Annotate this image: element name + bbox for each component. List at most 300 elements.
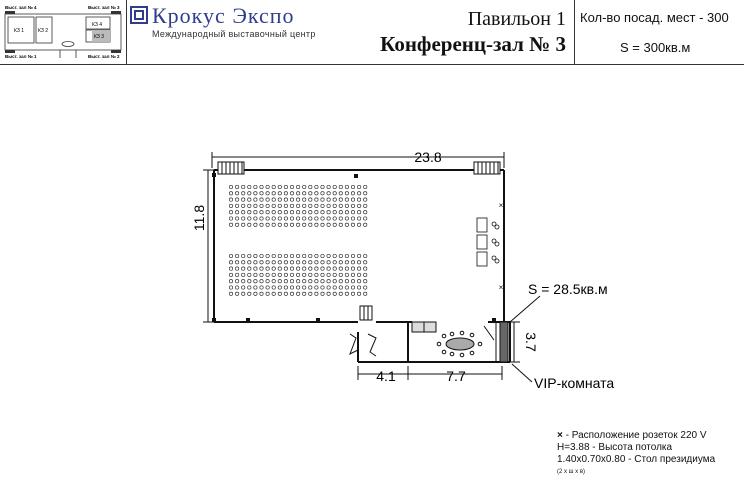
seat xyxy=(278,292,281,295)
seat xyxy=(260,192,263,195)
seat xyxy=(248,192,251,195)
seat xyxy=(235,198,238,201)
seat xyxy=(235,286,238,289)
seat xyxy=(248,223,251,226)
seat xyxy=(327,273,330,276)
seat xyxy=(284,185,287,188)
seat xyxy=(364,261,367,264)
seat xyxy=(229,204,232,207)
seat xyxy=(303,261,306,264)
seat xyxy=(284,267,287,270)
vip-area-leader xyxy=(510,296,540,322)
seat xyxy=(260,223,263,226)
seat xyxy=(278,286,281,289)
presidium-tables xyxy=(477,218,499,266)
legend-table: 1.40x0.70x0.80 - Стол президиума xyxy=(557,454,716,465)
seat xyxy=(364,223,367,226)
dim-left-label: 4.1 xyxy=(376,368,396,384)
seat xyxy=(321,192,324,195)
seat xyxy=(242,204,245,207)
seat xyxy=(272,185,275,188)
seat xyxy=(248,185,251,188)
seat xyxy=(290,286,293,289)
seat xyxy=(327,286,330,289)
seat xyxy=(242,292,245,295)
seat xyxy=(303,286,306,289)
seat xyxy=(309,273,312,276)
seat xyxy=(296,223,299,226)
seat xyxy=(278,280,281,283)
seat xyxy=(229,217,232,220)
seat xyxy=(357,198,360,201)
seat xyxy=(309,286,312,289)
seat xyxy=(260,217,263,220)
seat xyxy=(339,292,342,295)
seat xyxy=(327,292,330,295)
seat-count: Кол-во посад. мест - 300 xyxy=(580,10,729,25)
seat xyxy=(284,198,287,201)
seat xyxy=(296,273,299,276)
seat xyxy=(278,267,281,270)
svg-text:×: × xyxy=(498,283,504,292)
radiator-right xyxy=(474,162,500,174)
seat xyxy=(339,198,342,201)
seat xyxy=(290,192,293,195)
seat xyxy=(345,292,348,295)
seat xyxy=(272,292,275,295)
dim-right-label: 7.7 xyxy=(446,368,466,384)
vip-height-label: 3.7 xyxy=(523,332,539,352)
vip-room xyxy=(412,322,508,362)
seat xyxy=(290,273,293,276)
seat xyxy=(309,198,312,201)
seat xyxy=(229,286,232,289)
seat xyxy=(345,261,348,264)
seat xyxy=(309,192,312,195)
seat xyxy=(364,292,367,295)
seat xyxy=(260,204,263,207)
outlet-icon: × xyxy=(557,430,563,441)
seat xyxy=(327,211,330,214)
seat xyxy=(345,204,348,207)
seat xyxy=(229,273,232,276)
seat xyxy=(309,254,312,257)
seat xyxy=(235,217,238,220)
seat xyxy=(321,286,324,289)
header-bar xyxy=(0,0,744,65)
legend-ceiling: H=3.88 - Высота потолка xyxy=(557,442,673,453)
seat xyxy=(333,273,336,276)
seat xyxy=(296,292,299,295)
seat xyxy=(235,223,238,226)
seat xyxy=(248,204,251,207)
seat xyxy=(315,286,318,289)
seat xyxy=(229,254,232,257)
seat xyxy=(345,273,348,276)
seat xyxy=(254,185,257,188)
seat xyxy=(357,204,360,207)
seat xyxy=(321,292,324,295)
seat xyxy=(333,292,336,295)
seat xyxy=(357,261,360,264)
seat xyxy=(339,192,342,195)
seat xyxy=(357,217,360,220)
entrance-door xyxy=(350,306,376,356)
seat xyxy=(229,261,232,264)
seat xyxy=(327,267,330,270)
seat xyxy=(278,273,281,276)
seat xyxy=(364,273,367,276)
seat xyxy=(278,192,281,195)
seat xyxy=(339,273,342,276)
seat xyxy=(260,185,263,188)
seat xyxy=(229,223,232,226)
seat xyxy=(309,292,312,295)
seat xyxy=(254,211,257,214)
seat xyxy=(351,280,354,283)
seat xyxy=(351,254,354,257)
seat xyxy=(303,254,306,257)
seat xyxy=(266,198,269,201)
total-area: S = 300кв.м xyxy=(620,40,691,55)
seat xyxy=(339,211,342,214)
seat xyxy=(327,192,330,195)
minimap-kz3: КЗ 3 xyxy=(94,34,105,40)
seat xyxy=(303,280,306,283)
seat xyxy=(248,254,251,257)
seat xyxy=(327,217,330,220)
seat xyxy=(248,292,251,295)
seat xyxy=(242,273,245,276)
seat xyxy=(345,280,348,283)
seat xyxy=(364,280,367,283)
minimap-kz2: КЗ 2 xyxy=(38,28,49,34)
seat xyxy=(278,185,281,188)
seat xyxy=(266,292,269,295)
seat xyxy=(290,261,293,264)
seat xyxy=(333,254,336,257)
seat xyxy=(272,211,275,214)
brand-logo xyxy=(130,3,330,43)
seat xyxy=(357,292,360,295)
seat xyxy=(229,280,232,283)
seat xyxy=(290,211,293,214)
seat xyxy=(345,267,348,270)
seat xyxy=(303,192,306,195)
seat xyxy=(260,292,263,295)
seat xyxy=(345,192,348,195)
seat xyxy=(339,254,342,257)
seat xyxy=(254,261,257,264)
seat xyxy=(248,280,251,283)
seat xyxy=(278,254,281,257)
seat xyxy=(339,223,342,226)
seat xyxy=(309,185,312,188)
seat xyxy=(315,280,318,283)
seat xyxy=(357,185,360,188)
seat xyxy=(242,185,245,188)
seat xyxy=(327,280,330,283)
seat xyxy=(315,204,318,207)
seat xyxy=(303,273,306,276)
seat xyxy=(296,261,299,264)
seat xyxy=(303,185,306,188)
seat xyxy=(351,198,354,201)
seat xyxy=(272,261,275,264)
seat xyxy=(266,185,269,188)
seat xyxy=(339,185,342,188)
seat xyxy=(339,286,342,289)
seat xyxy=(235,280,238,283)
header-divider-right xyxy=(574,0,575,64)
seat xyxy=(272,280,275,283)
seat xyxy=(266,286,269,289)
seat xyxy=(315,267,318,270)
seat xyxy=(351,204,354,207)
seat xyxy=(315,185,318,188)
seat xyxy=(296,280,299,283)
floor-plan xyxy=(0,64,744,490)
seat xyxy=(315,198,318,201)
seat xyxy=(235,267,238,270)
seat xyxy=(254,192,257,195)
logo-square-icon xyxy=(130,6,148,24)
seat xyxy=(327,185,330,188)
seat xyxy=(242,217,245,220)
seat xyxy=(327,223,330,226)
seat xyxy=(357,211,360,214)
seat xyxy=(272,223,275,226)
seat xyxy=(284,192,287,195)
seat xyxy=(339,261,342,264)
seat xyxy=(364,217,367,220)
seat xyxy=(296,198,299,201)
seat xyxy=(284,286,287,289)
seat xyxy=(321,198,324,201)
seat xyxy=(290,204,293,207)
seat xyxy=(242,192,245,195)
seat xyxy=(266,204,269,207)
seat xyxy=(339,217,342,220)
seat xyxy=(235,273,238,276)
seat xyxy=(266,254,269,257)
vip-area-label: S = 28.5кв.м xyxy=(528,281,608,297)
width-label: 23.8 xyxy=(414,149,442,165)
vip-room-label: VIP-комната xyxy=(534,375,615,391)
seat xyxy=(345,286,348,289)
seat xyxy=(266,273,269,276)
seat xyxy=(321,204,324,207)
seat xyxy=(290,254,293,257)
seat xyxy=(315,192,318,195)
seat xyxy=(248,273,251,276)
seat xyxy=(327,198,330,201)
seat xyxy=(278,211,281,214)
seat xyxy=(327,204,330,207)
seat xyxy=(333,280,336,283)
seat xyxy=(303,267,306,270)
pavilion-minimap xyxy=(0,0,126,64)
seat xyxy=(284,204,287,207)
seat xyxy=(333,223,336,226)
seat xyxy=(315,261,318,264)
seat xyxy=(266,261,269,264)
seat xyxy=(278,261,281,264)
radiator-left xyxy=(218,162,244,174)
seat xyxy=(357,273,360,276)
seat xyxy=(284,217,287,220)
seat xyxy=(229,292,232,295)
seat xyxy=(309,280,312,283)
seat xyxy=(278,217,281,220)
seat xyxy=(364,185,367,188)
seat xyxy=(229,267,232,270)
seat xyxy=(315,273,318,276)
seat xyxy=(254,267,257,270)
minimap-kz4: КЗ 4 xyxy=(92,22,103,28)
seat xyxy=(351,261,354,264)
legend-table-note: (2 x ш x в) xyxy=(557,469,586,475)
seat xyxy=(321,273,324,276)
seat xyxy=(272,286,275,289)
seat xyxy=(278,204,281,207)
seat xyxy=(357,254,360,257)
seat xyxy=(339,267,342,270)
seat xyxy=(254,254,257,257)
seat xyxy=(321,267,324,270)
seat xyxy=(266,280,269,283)
seat xyxy=(272,217,275,220)
seat xyxy=(254,204,257,207)
seat xyxy=(351,223,354,226)
seat xyxy=(364,211,367,214)
minimap-kz1: КЗ 1 xyxy=(14,28,25,34)
seat xyxy=(254,286,257,289)
seat xyxy=(284,292,287,295)
minimap-hall-2: Выст. зал № 2 xyxy=(88,54,120,59)
seat xyxy=(321,280,324,283)
seat xyxy=(296,217,299,220)
seat xyxy=(351,185,354,188)
seat xyxy=(333,267,336,270)
seat xyxy=(351,286,354,289)
minimap-hall-1: Выст. зал № 1 xyxy=(5,54,37,59)
seat xyxy=(315,292,318,295)
seat xyxy=(278,223,281,226)
header-divider xyxy=(126,0,127,64)
seat xyxy=(345,211,348,214)
seat xyxy=(303,217,306,220)
seat xyxy=(260,198,263,201)
seat xyxy=(333,286,336,289)
seat xyxy=(303,198,306,201)
seat xyxy=(290,280,293,283)
seat xyxy=(333,261,336,264)
seat xyxy=(290,185,293,188)
seat xyxy=(351,192,354,195)
seat xyxy=(254,217,257,220)
seat xyxy=(333,211,336,214)
seat xyxy=(296,286,299,289)
seat xyxy=(242,211,245,214)
seat xyxy=(333,198,336,201)
power-outlets xyxy=(212,173,504,322)
seat xyxy=(303,211,306,214)
seat xyxy=(242,261,245,264)
seat xyxy=(284,261,287,264)
seat xyxy=(248,286,251,289)
seat xyxy=(321,261,324,264)
seat xyxy=(266,223,269,226)
seat xyxy=(260,211,263,214)
seat xyxy=(284,211,287,214)
vip-room-leader xyxy=(512,364,532,382)
seat xyxy=(364,254,367,257)
seat xyxy=(364,192,367,195)
seat xyxy=(309,223,312,226)
seat xyxy=(357,223,360,226)
seat xyxy=(260,267,263,270)
seat xyxy=(351,292,354,295)
seat xyxy=(235,192,238,195)
seat xyxy=(260,286,263,289)
seat xyxy=(266,192,269,195)
seat xyxy=(309,267,312,270)
seat xyxy=(303,292,306,295)
seat xyxy=(242,254,245,257)
seat xyxy=(235,204,238,207)
seat xyxy=(333,185,336,188)
seat xyxy=(235,254,238,257)
seat xyxy=(339,280,342,283)
seat xyxy=(242,198,245,201)
seat xyxy=(321,223,324,226)
seat xyxy=(296,211,299,214)
seat xyxy=(327,261,330,264)
seat xyxy=(321,254,324,257)
seat xyxy=(242,267,245,270)
seat xyxy=(248,261,251,264)
legend xyxy=(557,430,715,478)
pavilion-title: Павильон 1 xyxy=(467,8,566,30)
seat xyxy=(260,261,263,264)
seat xyxy=(315,223,318,226)
seat xyxy=(333,192,336,195)
seat xyxy=(278,198,281,201)
seat xyxy=(242,223,245,226)
seat xyxy=(242,280,245,283)
seat xyxy=(321,185,324,188)
seat xyxy=(284,254,287,257)
seat xyxy=(357,286,360,289)
seat xyxy=(315,254,318,257)
seat xyxy=(260,273,263,276)
seat xyxy=(345,217,348,220)
seat xyxy=(351,211,354,214)
seat xyxy=(284,280,287,283)
brand-name: Крокус Экспо xyxy=(152,3,295,28)
seat xyxy=(260,254,263,257)
seat xyxy=(235,292,238,295)
seat xyxy=(266,217,269,220)
minimap-hall-3: Выст. зал № 3 xyxy=(88,5,120,10)
seat xyxy=(254,292,257,295)
svg-text:×: × xyxy=(498,201,504,210)
seat xyxy=(290,198,293,201)
seat xyxy=(235,261,238,264)
seat xyxy=(235,211,238,214)
seat xyxy=(303,204,306,207)
